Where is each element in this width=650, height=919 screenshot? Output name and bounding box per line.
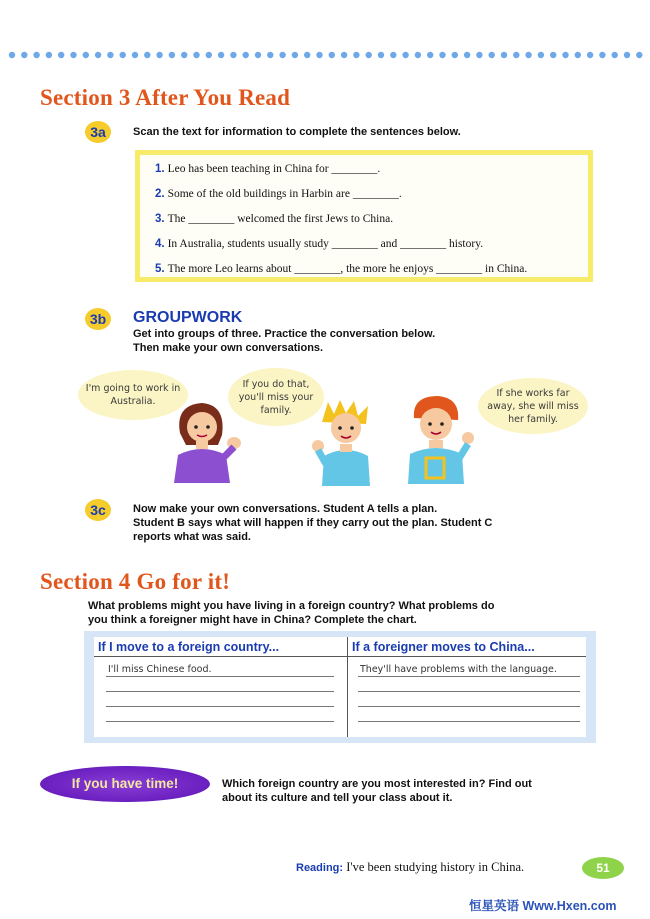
badge-3a: 3a (85, 121, 111, 143)
instruction-3b-line-1: Get into groups of three. Practice the conversation below. (133, 328, 436, 340)
groupwork-heading: GROUPWORK (133, 309, 243, 326)
girl-illustration (160, 395, 250, 490)
chart-example-col-1: I'll miss Chinese food. (108, 664, 212, 675)
instruction-3c-line-2: Student B says what will happen if they carry out the plan. Student C (133, 517, 493, 529)
extra-instruction-line-2: about its culture and tell your class about it. (222, 792, 453, 804)
sentence-3: 3. The ________ welcomed the first Jews to China. (155, 213, 394, 225)
chart-column-divider (347, 637, 348, 737)
sentence-4: 4. In Australia, students usually study ________ and ________ history. (155, 238, 484, 250)
footer-unit-title: Reading: I've been studying history in China. (296, 860, 525, 874)
badge-3b: 3b (85, 308, 111, 330)
top-dotted-border (8, 50, 644, 60)
instruction-3a: Scan the text for information to complete the sentences below. (133, 126, 461, 138)
section-4-title: Section 4 Go for it! (40, 569, 231, 594)
answer-line[interactable] (106, 691, 334, 692)
problems-chart (84, 631, 596, 743)
boy-redhead-illustration (398, 392, 478, 484)
instruction-3b-line-2: Then make your own conversations. (133, 342, 324, 354)
boy-blond-illustration (310, 398, 380, 486)
answer-line[interactable] (106, 676, 334, 677)
chart-header-col-2: If a foreigner moves to China... (348, 637, 586, 657)
answer-line[interactable] (358, 691, 580, 692)
sentence-1: 1. Leo has been teaching in China for ________. (155, 163, 381, 175)
watermark: 恒星英语 Www.Hxen.com (469, 899, 617, 913)
sentence-2: 2. Some of the old buildings in Harbin are ________. (155, 188, 402, 200)
answer-line[interactable] (358, 721, 580, 722)
sentence-box (135, 150, 593, 282)
instruction-4-line-1: What problems might you have living in a foreign country? What problems do (88, 600, 495, 612)
badge-3c: 3c (85, 499, 111, 521)
chart-header-col-1: If I move to a foreign country... (94, 637, 347, 657)
chart-table (94, 637, 586, 737)
instruction-4-line-2: you think a foreigner might have in China? Complete the chart. (88, 614, 417, 626)
chart-example-col-2: They'll have problems with the language. (360, 664, 557, 675)
if-you-have-time-badge: If you have time! (40, 766, 210, 802)
speech-bubble-2: If you do that, you'll miss your family. (228, 368, 324, 426)
answer-line[interactable] (106, 706, 334, 707)
answer-line[interactable] (358, 706, 580, 707)
answer-line[interactable] (358, 676, 580, 677)
answer-line[interactable] (106, 721, 334, 722)
extra-instruction-line-1: Which foreign country are you most interested in? Find out (222, 778, 532, 790)
sentence-5: 5. The more Leo learns about ________, the more he enjoys ________ in China. (155, 263, 528, 275)
instruction-3c-line-3: reports what was said. (133, 531, 251, 543)
page-number: 51 (582, 857, 624, 879)
section-3-title: Section 3 After You Read (40, 85, 291, 110)
speech-bubble-3: If she works far away, she will miss her family. (478, 378, 588, 434)
speech-bubble-1: I'm going to work in Australia. (78, 370, 188, 420)
instruction-3c-line-1: Now make your own conversations. Student A tells a plan. (133, 503, 438, 515)
